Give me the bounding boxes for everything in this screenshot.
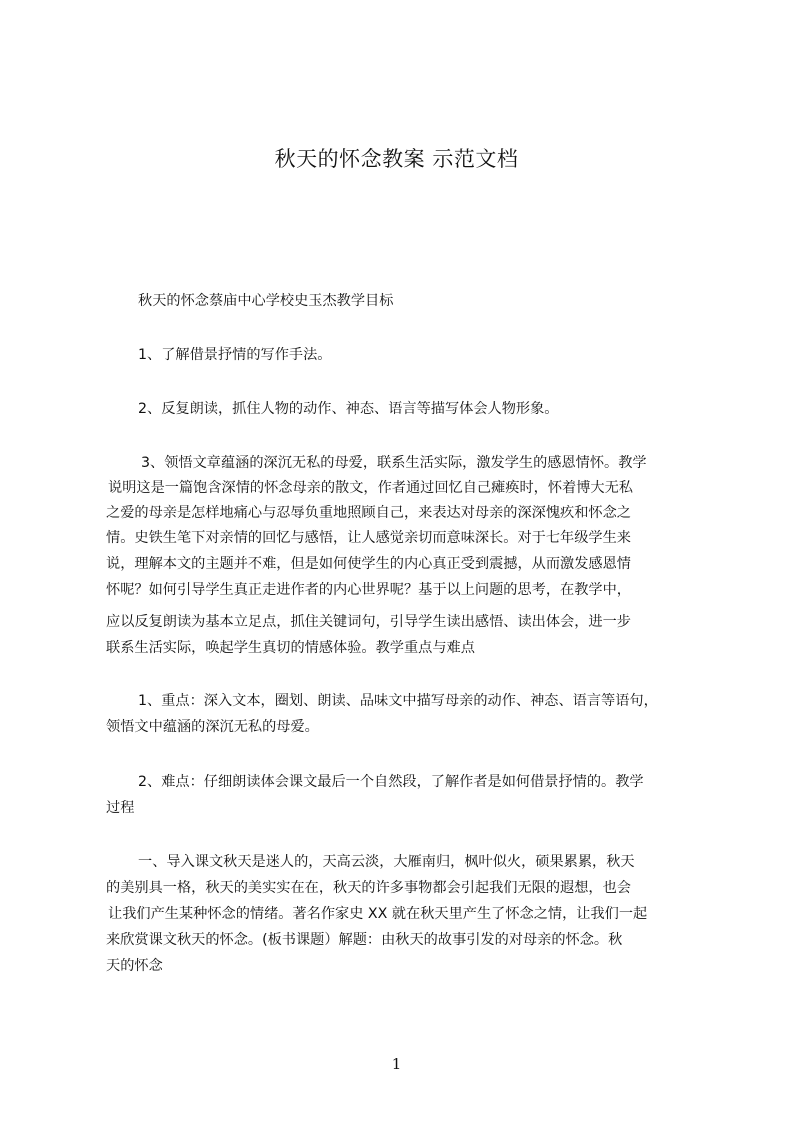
paragraph-line: 2、难点：仔细朗读体会课文最后一个自然段，了解作者是如何借景抒情的。教学 (138, 774, 644, 790)
paragraph-line: 一、导入课文秋天是迷人的，天高云淡，大雁南归，枫叶似火，硕果累累，秋天 (138, 854, 635, 870)
paragraph-line: 秋天的怀念蔡庙中心学校史玉杰教学目标 (138, 293, 394, 309)
paragraph-line: 说，理解本文的主题并不难，但是如何使学生的内心真正受到震撼，从而激发感恩情 (106, 556, 631, 572)
paragraph-line: 3、领悟文章蕴涵的深沉无私的母爱，联系生活实际，激发学生的感恩情怀。教学 (141, 455, 647, 471)
paragraph-line: 1、了解借景抒情的写作手法。 (138, 347, 332, 363)
page-number: 1 (391, 1055, 402, 1073)
paragraph-line: 情。史铁生笔下对亲情的回忆与感悟，让人感觉亲切而意味深长。对于七年级学生来 (106, 530, 631, 546)
paragraph-line: 联系生活实际，唤起学生真切的情感体验。教学重点与难点 (106, 640, 475, 656)
paragraph-line: 领悟文中蕴涵的深沉无私的母爱。 (106, 719, 319, 735)
paragraph-line: 应以反复朗读为基本立足点，抓住关键词句，引导学生读出感悟、读出体会，进一步 (106, 614, 631, 630)
paragraph-line: 天的怀念 (106, 958, 163, 974)
paragraph-line: 怀呢？如何引导学生真正走进作者的内心世界呢？基于以上问题的思考，在教学中， (106, 582, 631, 598)
paragraph-line: 的美别具一格，秋天的美实实在在，秋天的许多事物都会引起我们无限的遐想，也会 (106, 880, 631, 896)
paragraph-line: 来欣赏课文秋天的怀念。(板书课题）解题：由秋天的故事引发的对母亲的怀念。秋 (106, 932, 623, 948)
paragraph-line: 过程 (106, 800, 135, 816)
paragraph-line: 让我们产生某种怀念的情绪。著名作家史 XX 就在秋天里产生了怀念之情，让我们一起 (108, 906, 648, 922)
paragraph-line: 2、反复朗读，抓住人物的动作、神态、语言等描写体会人物形象。 (138, 401, 559, 417)
paragraph-line: 1、重点：深入文本，圈划、朗读、品味文中描写母亲的动作、神态、语言等语句， (138, 693, 658, 709)
paragraph-line: 说明这是一篇饱含深情的怀念母亲的散文，作者通过回忆自己瘫痪时，怀着博大无私 (108, 480, 633, 496)
document-title: 秋天的怀念教案 示范文档 (274, 147, 519, 171)
paragraph-line: 之爱的母亲是怎样地痛心与忍辱负重地照顾自己，来表达对母亲的深深愧疚和怀念之 (106, 505, 631, 521)
